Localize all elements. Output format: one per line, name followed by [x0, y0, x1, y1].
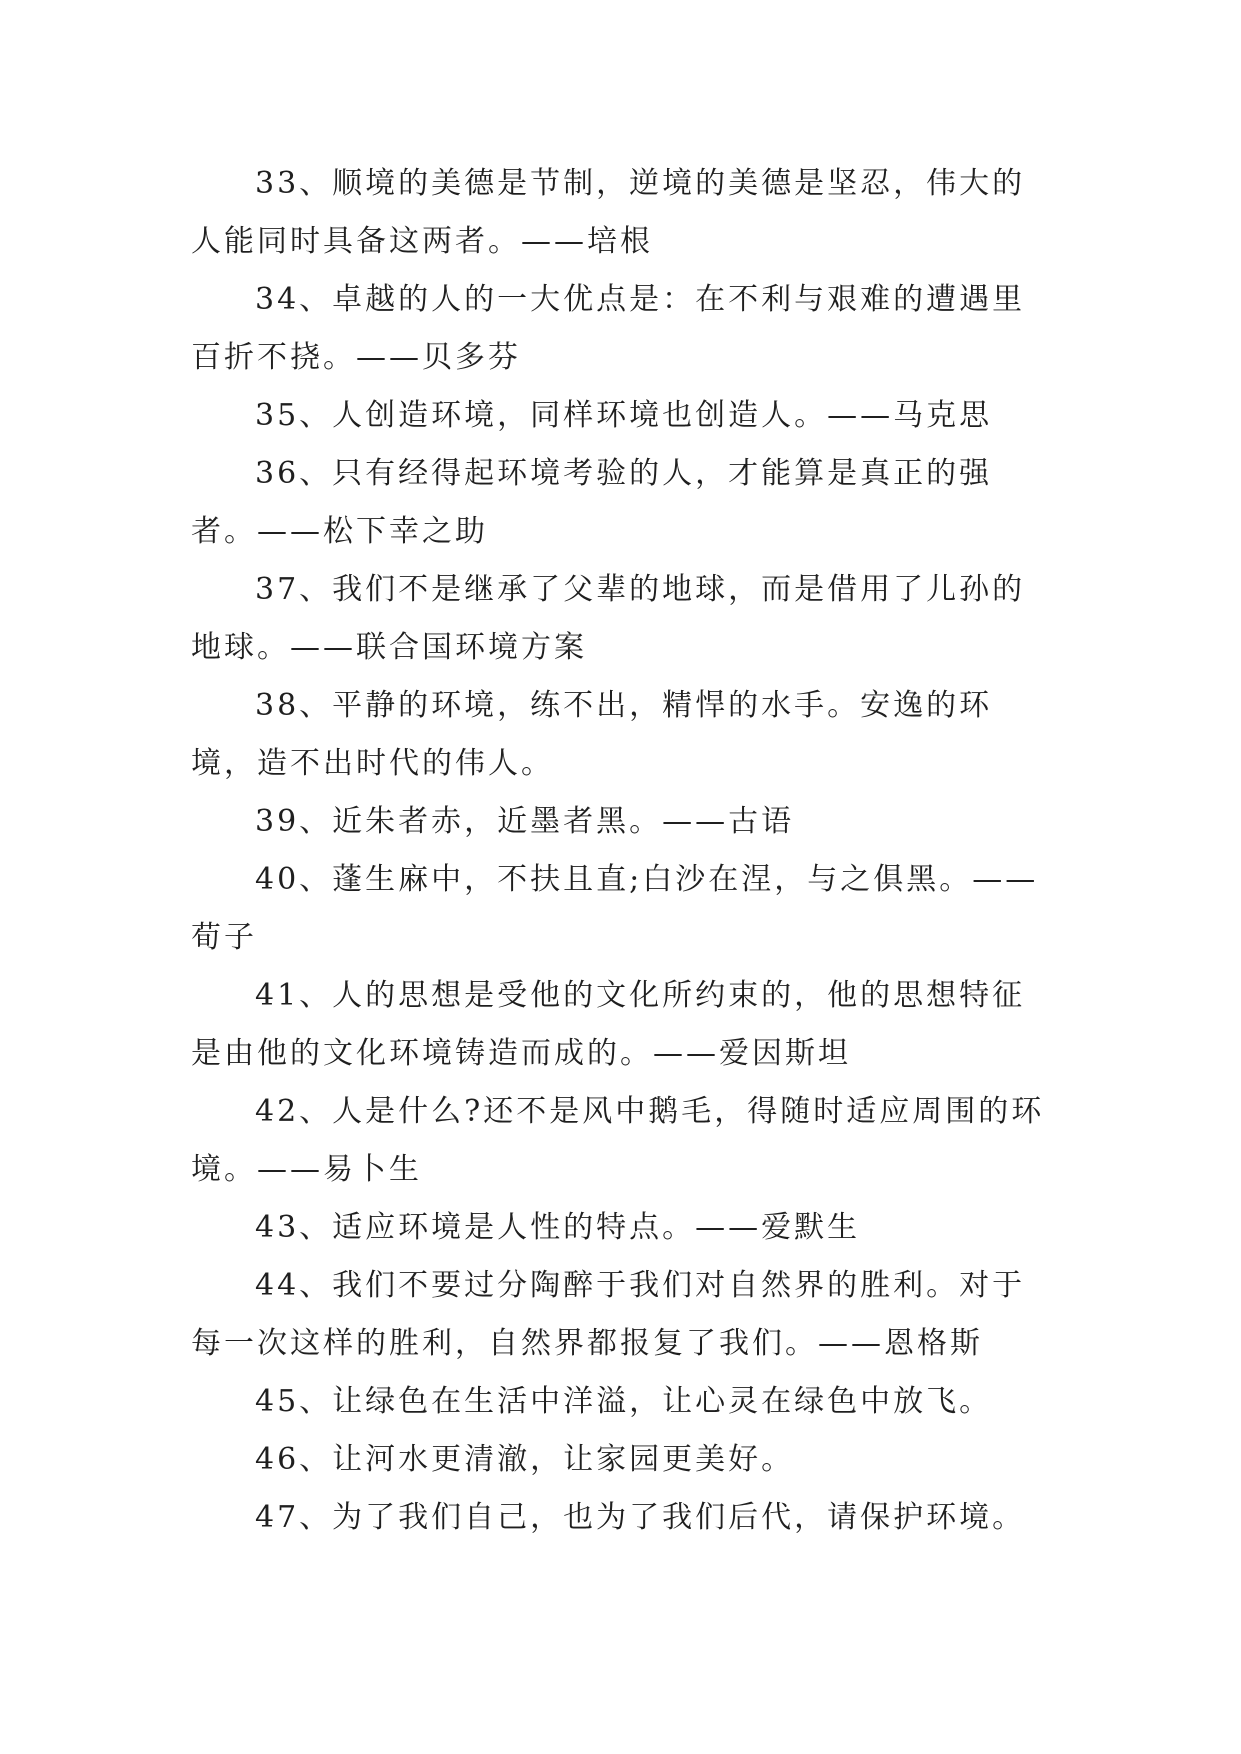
quote-paragraph-33: 33、顺境的美德是节制，逆境的美德是坚忍，伟大的人能同时具备这两者。——培根 — [191, 166, 1026, 259]
quote-paragraph-40: 40、蓬生麻中，不扶且直;白沙在涅，与之俱黑。——荀子 — [191, 862, 1039, 955]
quote-paragraph-44: 44、我们不要过分陶醉于我们对自然界的胜利。对于每一次这样的胜利，自然界都报复了我们。——恩格斯 — [191, 1268, 1026, 1361]
quote-paragraph-43: 43、适应环境是人性的特点。——爱默生 — [255, 1210, 861, 1245]
quote-paragraph-39: 39、近朱者赤，近墨者黑。——古语 — [255, 804, 795, 839]
quote-paragraph-46: 46、让河水更清澈，让家园更美好。 — [255, 1442, 795, 1477]
quote-paragraph-37: 37、我们不是继承了父辈的地球，而是借用了儿孙的地球。——联合国环境方案 — [191, 572, 1026, 665]
quote-paragraph-35: 35、人创造环境，同样环境也创造人。——马克思 — [255, 398, 993, 433]
document-body — [191, 155, 1051, 1547]
quote-paragraph-36: 36、只有经得起环境考验的人，才能算是真正的强者。——松下幸之助 — [191, 456, 993, 549]
quote-paragraph-45: 45、让绿色在生活中洋溢，让心灵在绿色中放飞。 — [255, 1384, 993, 1419]
quote-paragraph-42: 42、人是什么?还不是风中鹅毛，得随时适应周围的环境。——易卜生 — [191, 1094, 1045, 1187]
quote-paragraph-34: 34、卓越的人的一大优点是：在不利与艰难的遭遇里百折不挠。——贝多芬 — [191, 282, 1026, 375]
quote-paragraph-38: 38、平静的环境，练不出，精悍的水手。安逸的环境，造不出时代的伟人。 — [191, 688, 993, 781]
quote-paragraph-47: 47、为了我们自己，也为了我们后代，请保护环境。 — [255, 1500, 1026, 1535]
quote-paragraph-41: 41、人的思想是受他的文化所约束的，他的思想特征是由他的文化环境铸造而成的。——爱因斯坦 — [191, 978, 1026, 1071]
